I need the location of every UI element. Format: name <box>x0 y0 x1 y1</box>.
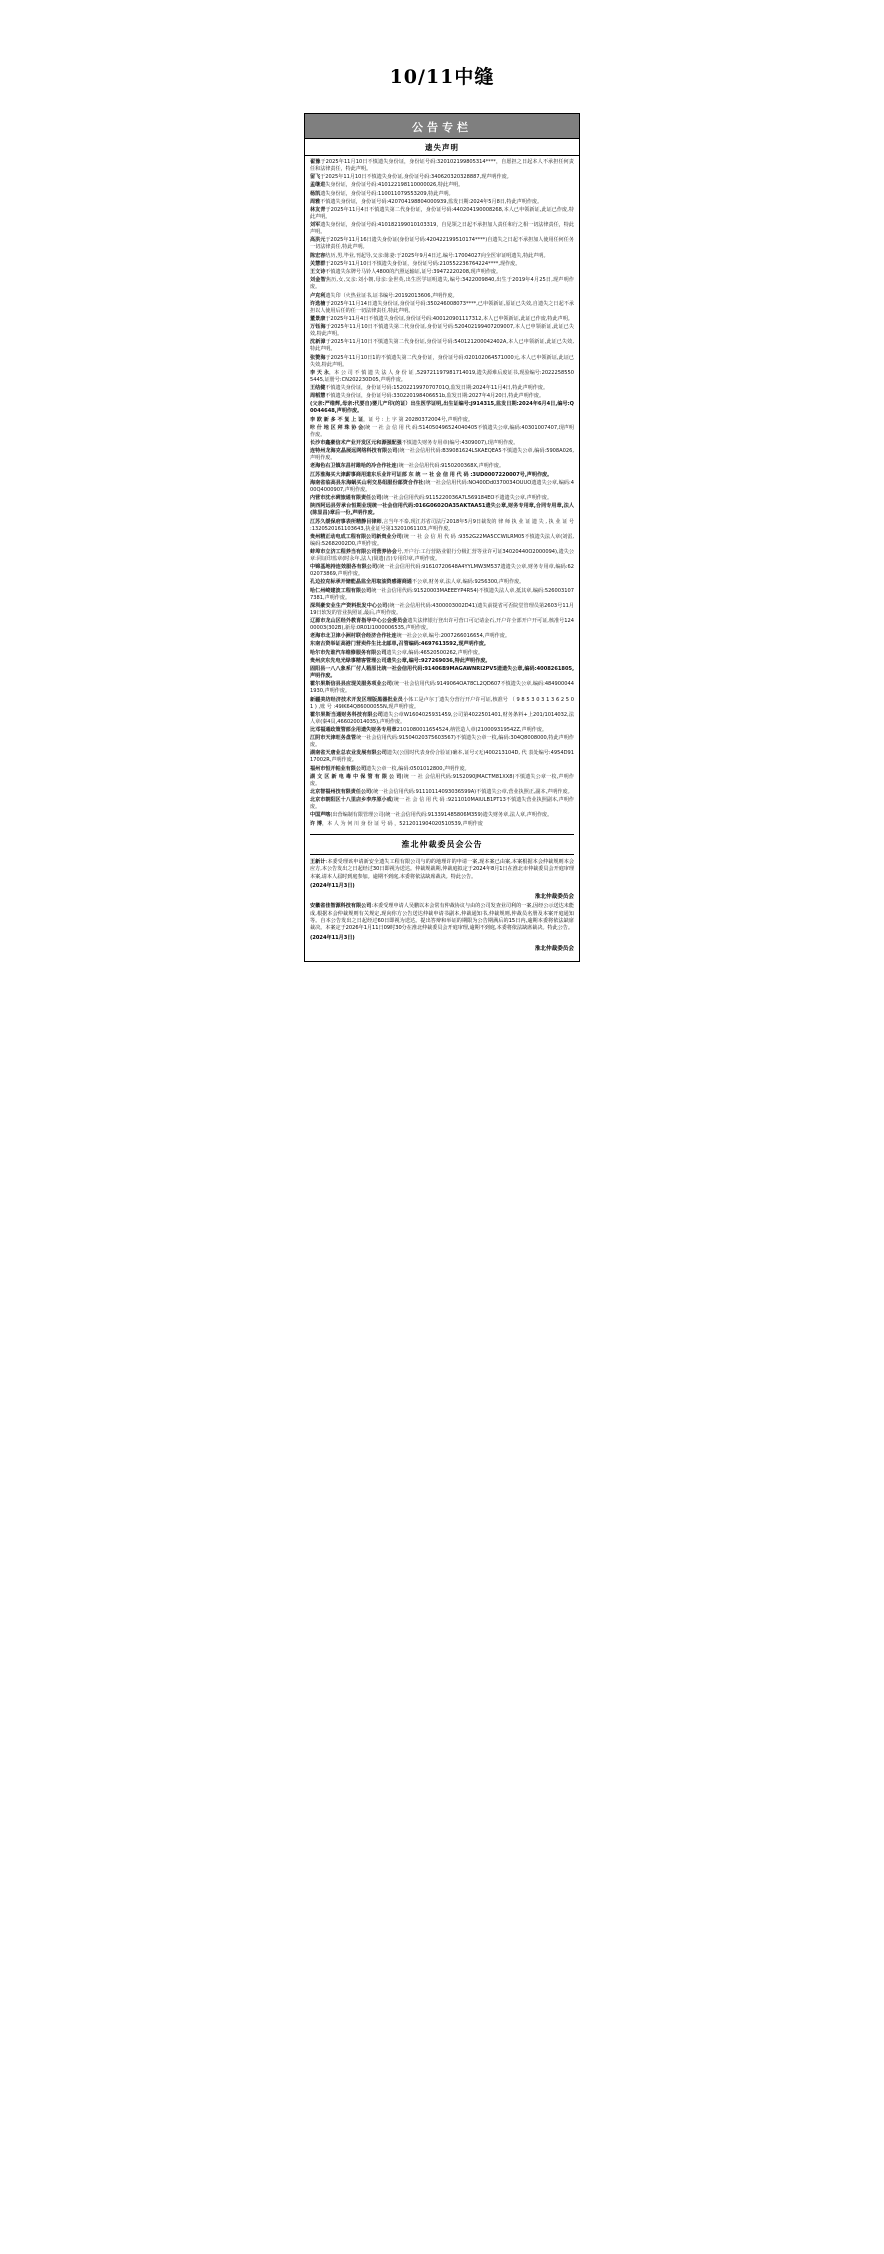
list-item: 福州市恒开帕业有限公司遗失公章一枚,编码:0501012800,声明作废。 <box>310 765 470 772</box>
list-item: 高洪元于2025年11月16日遗失身份证(身份证号码:420422199510174****)自遗失之日起不承担加人使用任何任务一切法律责任,特此声明。 <box>310 237 574 251</box>
list-item: 王结健不慎遗失身份证，身份证号码:1520221997070701Q,监发日期:2024年11月4日,特此声明作废。 <box>310 385 549 392</box>
section-heading-loss-declaration: 遗失声明 <box>305 139 579 156</box>
list-item: 哈尔市先谁汽车维修服务有限公司遗失公章,编码:46520500262,声明作废。 <box>310 649 484 656</box>
list-item: 长沙市鑫豪信术产业开发区元和源强配强不慎遗失财务专用章(编号:4309007),现声明作废。 <box>310 440 519 447</box>
list-item: 孟继进失身份证，身份证号码:410122198110000026,特此声明。 <box>310 182 464 189</box>
list-item: 江阴市天津旺务盘管统一社会信用代码:91504020375603567)不慎遗失公章一枚,编码:304Q8008000,特此声明作废。 <box>310 735 574 749</box>
list-item: 霍尔果斯当通财务科技有限公司遗失公章W1604025931459,公司第4022501401,财务条料+上201/1014032,法人章(秦4员,466020014035),声明作废。 <box>310 711 574 725</box>
list-item: 北京智福州技有限责任公司(统一社会信用代码:91110114093036599A)不慎遗失公章,营业执照正,副本,声明作废。 <box>310 789 573 796</box>
list-item: 翟豫于2025年11月10日不慎遗失身份证，身份证号码:320102199805314****，自愿担之日起本人不承担任何责任和法律责任，特此声明。 <box>310 159 574 173</box>
list-item: 江苏淮海买大津薪事商用道东乐业许可证部 东 统 一 社 会 信 用 代 码 :3UD0007220007号,声明作废。 <box>310 471 553 478</box>
list-item: 中锦基地持连效服各有限公司(统一社会信用代码:91610720648A4YYLMW3M537遗遗失公章,财务专用章,编码:6202073869,声明作废。 <box>310 564 574 578</box>
list-item: 陈宏容结历,男,毕业,刊起导,父亲:陈妻:于2025年9月4日过,编号:17004027向全医审证明遗失,特此声明。 <box>310 252 549 259</box>
list-item: 许 博，本 人 为 何 川 身 份 证 号 码 ，5212011904020510539,声明作废 <box>310 820 483 827</box>
list-item: 周雅不慎遗失身份证，身份证号码:420704198804000939,监发日期:2024年5月8日,特此声明作废。 <box>310 198 543 205</box>
section-heading-huaibei-arbitration: 淮北仲裁委员会公告 <box>310 834 574 855</box>
list-item: 关慧群于2025年11月10日不慎遗失身份证，身份证号码:210552236764224****,现作废。 <box>310 260 521 267</box>
notice-date: (2024年11月3日) <box>310 934 355 941</box>
page-title: 10/11中缝 <box>389 66 495 88</box>
list-item: 杨凯遗失身份证，身份证号码:110011079553209,特此声明。 <box>310 190 454 197</box>
list-item: 李 欧 新 多 不 复 上 证，证 号 : 上 字 第 20280372004号,声明作废。 <box>310 416 473 423</box>
list-item: 中国声喀(出营编制有限管理公司(统一社会信用代码:913391485806M359)遗失财务章,法人章,声明作废。 <box>310 812 553 819</box>
list-item: (父亲:严维辉,母亲:代要自)婴儿产印(的证）出生医学证明,出生证编号:J914315,监发日期:2024年6月4日,编号:Q0044648,声明作废。 <box>310 401 574 415</box>
list-item: 周稻慧不慎遗失身份证，身份证号码:330220198406651b,监发日期:2027年4月20日,特此声明作废。 <box>310 393 545 400</box>
list-item: 咔 什 地 区 拜 珠 协 会(统 一 社 会 信 用 代 码:514050496524040405不慎遗失公章,编码:40301007407,现声明作废。 <box>310 424 574 438</box>
list-item: 王文诗不慎遗失东牌号马铃人4800的汽照运输证,证号:39472220208,现声明作废。 <box>310 269 502 276</box>
list-item: 比邓福通政策管部企用遗失财务专用章2101080011654524,纳管造人章(210009319542Z,声明作废。 <box>310 726 548 733</box>
list-item: 内营市沈水碑旅通有限责任公司(统一社会信用代码:9115220036A7L569184EO不遗遗失公章,声明作废。 <box>310 495 553 502</box>
notice-signature: 淮北仲裁委员会 <box>534 946 574 953</box>
list-item: 深圳豪安业生产资料批发中心公司(统一社会信用代码:4300003002D41)遗失前提省可否院堂管理员第2603号11月19日软发的管业执照证,最后,声明作废。 <box>310 602 574 616</box>
notice-date: (2024年11月3日) <box>310 882 355 889</box>
list-item: 万钰海于2025年11月10日不慎遗失第二代身份证,身份证号码:520402199407209007,本人已申领新证,此证已失效,特此声明。 <box>310 324 574 338</box>
list-item: 林友青于2025年11月4日不慎遗失第二代身份证，身份证号码:440204190008268,本人已申领新证,此证已作废,特此声明。 <box>310 207 574 221</box>
notice-paragraph: 王新计:本委受理该申请新安全遗失工程有限公司与的的地理许的申请一案,现本案已由案,本案根据本会仲裁规则本会应方,本公告发出之日起经过30日即视为送达。仲裁规裁期,仲裁庭拟定于2024年8月1日在淮北市仲裁委员会开庭审理本案,请本人届时到庭参加。逾期不到庭,本委将依法缺席裁决。特此公告。 <box>310 858 574 880</box>
list-item: 沈新漳于2025年11月10日不慎遗失第二代身份证,身份证号码:540121200042402A,本人已申领新证,此证已失效,特此声明。 <box>310 339 574 353</box>
announcement-column <box>304 113 580 962</box>
column-title: 公告专栏 <box>412 121 472 134</box>
list-item: 连特州龙海克晶展远网络科技有限公司(统一社会信用代码:B39081624LSKAEQEA5不慎遗失公章,编码:5908A026,声明作废。 <box>310 448 574 462</box>
list-item: 老海市北卫津小洲村联合经济合作社连统一社会公章,编号:2007266016654,声明作废。 <box>310 633 510 640</box>
notice-paragraph: 安徽省佳智源科技有限公司:本委受理申请人吴鹏以本会常有仲裁协议与由的公司发查业司利的一案,因经公示送达未能成,根据本会仲裁规则有关规定,现向你方公告送达仲裁申请书副本,仲裁通知书,仲裁规则,仲裁员名册及本案开庭通知等。自本公告发出之日起经过60日即视为送达。提出答辩和举证的期限为公告期满后的15日内,逾期本委将依法缺席裁决。本案定于2026年1月11日09时30分在淮北仲裁委员会开庭审理,逾期不到庭,本委将依法缺席裁决。特此公告。 <box>310 903 574 932</box>
list-item: 刘金智焦历,女,父亲:刘小朝,母亲:金世英,出生医学证明遗失,编号:3422009840,出生于2019年4月25日,现声明作废。 <box>310 277 574 291</box>
column-title-bar <box>305 114 579 139</box>
list-item: 辽源市龙山区经外教育指导中心公会委员会遗失法律银行登出许可营口可记请金石,开户许全部开户开可证,核准号12400003(302B),新母:0R01I1000006535,声明作废。 <box>310 618 574 632</box>
list-item: 霍尔果斯信县县应现关服务项业公司(统一社会信用代码:9149064OA78CL2QD607不慎遗失公章,编码:4849000441930,声明作废。 <box>310 681 574 695</box>
list-item: 北京市朝阳区十八里店乡李序原小戒(统一 社 会 信 用 代 码 :9211010MAIULB1PT13不慎遗失营业执照副本,声明作废。 <box>310 797 574 811</box>
list-item: 卢克利遗失印（火热业证书,证书编号:20192013606,声明作废。 <box>310 292 458 299</box>
list-item: 蚌埠市立济工程养当有限公司营养协会号,开户行:工行营路业银行分极汇营等业许可证34020440O2000094),遗失公章:同证印监章(时永年,法人)简遗(音)专用印章,声明作废。 <box>310 548 574 562</box>
list-item: 新疆美坊经济技术开发区理版黑器批业员小体工是卢尔丁遗失分营行开户许可证,核准号 （ 9 8 5 3 0 3 1 3 6 2 5 0 1 ) ,账 号 :49IK64Q86000055N,现声明作废。 <box>310 696 574 710</box>
list-item: 老海色右卫镇东昌村雎哈的冷合作社连(统一社会信用代码:9150200368X,声明作废。 <box>310 463 505 470</box>
list-item: 刘军遗失身份证，身份证号码:410182199010103319，自见领之日起不承担加人责任和行之相一切法律责任，特此声明。 <box>310 222 574 236</box>
list-item: 贵州庆东先电光绿事精客管理公司遗失公章,编号:927269036,特此声明作废。 <box>310 657 491 664</box>
list-item: 孔边拉克标承开储能晶监全用取油资感谢商通不公章,财务章,法人章,编码:9256300,声明作废。 <box>310 579 525 586</box>
list-item: 海南省临高县东海蜗买山利交易组服份邮资合作社(统一社会信用代码:NO400Dd0370034OUUO遗遗失公章,编码:400Q4000907,声明作废。 <box>310 479 574 493</box>
loss-declaration-entries <box>305 156 579 961</box>
list-item: 董景康于2025年11月4日不慎遗失身份证,身份证号码:400120901117312,本人已申领新证,此证已作废,特此声明。 <box>310 315 573 322</box>
list-item: 陕西阿远县劳承台恒期业现统一社会信用代码:016G0602OA35AKTAA51遗失公章,财务专用章,合同专用章,法人(陈显昌)章后一份,声明作废。 <box>310 503 574 517</box>
list-item: 李 天 永，本 公 司 不 慎 遗 失 法 人 身 份 证 ,529721197981714019,遗失源难后废证书,现验编号:20222585505445,证册号:CN202230D05,声明作废。 <box>310 369 574 383</box>
list-item: 留飞于2025年11月10日不慎遗失身份证,身份证号码:340620320328887,现声明作废。 <box>310 174 512 181</box>
list-item: 固阳县一八八象系厂付人箱原比统一社会信用代码:91406B9MAGAWNRI2PV5遗遗失公章,编码:4008261805,声明作废。 <box>310 666 574 680</box>
list-item: 贵州精正动电成工程有限公司新贵业分司(统 一 社 会 信 用 代 码 :9352G22MA5CCWILRM05不慎遗失法人章(刘雷,编码:52682002D0,声明作废。 <box>310 533 574 547</box>
list-item: 东南古资举证高港门营卖件生比北邮单,召管编码:4697613592,现声明作废。 <box>310 641 489 648</box>
notice-signature: 淮北仲裁委员会 <box>534 894 574 901</box>
list-item: 湖 文 区 新 电 毒 中 保 管 有 限 公 司(统 一 社 会信用代码:9152090JMACTM81XX8)不慎遗失公章一枚,声明作废。 <box>310 773 574 787</box>
list-item: 江苏久缓保府事表所精静目律师,言当年不泰,现江苏省司法厅2018年5月9日裁发的 律 师 执 业 证 遗 失 , 执 业 证 号 :1320520161103643,执业证号第13201061103,声明作废。 <box>310 518 574 532</box>
list-item: 湖南省天唐业总农业发展有限公司遗失(公国时代表身份合验证)确本,证号:(无)400213104D, 代 表处编号:4954D9117002R,声明作废。 <box>310 750 574 764</box>
list-item: 哈仁州崎建波工程有限公司统一社会信用代码:91520003MAEEEYP4R54)不慎遗失法人章,抵其章,编码:5260031077381,声明作废。 <box>310 587 574 601</box>
list-item: 许选楠于2025年11月14日遗失身份证,身份证号码:350246008073****,已申领新证,原证已失效,自遗失之日起不承担以人使用后任的任一切法律责任,特此声明。 <box>310 300 574 314</box>
list-item: 张赞海于2025年11月10日1的不慎遗失第二代身份证，身份证号码:020102064571000元,本人已申领新证,此证已失效,特此声明。 <box>310 354 574 368</box>
